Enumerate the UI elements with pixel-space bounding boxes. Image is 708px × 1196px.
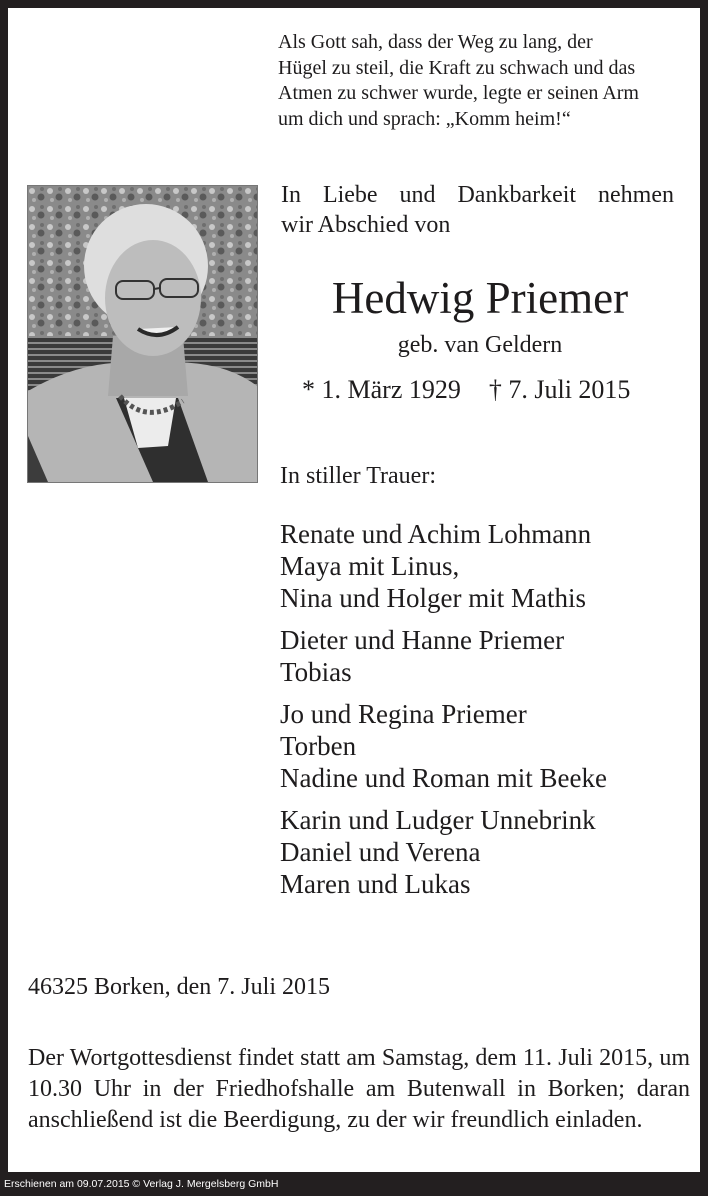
mourner-line: Daniel und Verena	[280, 837, 481, 867]
mourning-label: In stiller Trauer:	[280, 463, 436, 489]
portrait-image	[28, 186, 257, 482]
birth-name: geb. van Geldern	[397, 332, 563, 358]
family-group	[280, 698, 690, 794]
service-info: Der Wortgottesdienst findet statt am Samstag, dem 11. Juli 2015, um 10.30 Uhr in der Friedhofshalle am Butenwall in Borken; daran anschließend ist die Beerdigung, zu der wir freundlich einladen.	[28, 1045, 690, 1133]
mourner-line: Tobias	[280, 657, 352, 687]
family-group	[280, 804, 690, 900]
birth-date: * 1. März 1929	[302, 375, 461, 404]
mourner-line: Maya mit Linus,	[280, 551, 460, 581]
mourner-line: Dieter und Hanne Priemer	[280, 625, 565, 655]
mourner-line: Renate und Achim Lohmann	[280, 519, 592, 549]
life-dates	[302, 374, 702, 406]
mourner-line: Torben	[280, 731, 357, 761]
mourner-line: Nadine und Roman mit Beeke	[280, 763, 607, 793]
verse-line: um dich und sprach: „Komm heim!“	[278, 107, 571, 130]
intro-line: wir Abschied von	[281, 212, 451, 238]
deceased-name: Hedwig Priemer	[331, 273, 629, 323]
mourner-line: Karin und Ludger Unnebrink	[280, 805, 596, 835]
mourner-line: Jo und Regina Priemer	[280, 699, 527, 729]
family-group	[280, 518, 690, 614]
place-date: 46325 Borken, den 7. Juli 2015	[28, 974, 330, 1000]
mourners-list	[280, 518, 690, 910]
obituary-card	[8, 8, 700, 1172]
mourner-line: Nina und Holger mit Mathis	[280, 583, 586, 613]
verse-line: Hügel zu steil, die Kraft zu schwach und das	[278, 56, 636, 79]
verse	[278, 30, 698, 132]
death-date: † 7. Juli 2015	[488, 375, 631, 404]
publication-note: Erschienen am 09.07.2015 © Verlag J. Mergelsberg GmbH	[4, 1178, 279, 1190]
intro-line: In Liebe und Dankbarkeit nehmen	[281, 182, 674, 208]
mourner-line: Maren und Lukas	[280, 869, 471, 899]
family-group	[280, 624, 690, 688]
verse-line: Als Gott sah, dass der Weg zu lang, der	[278, 31, 593, 53]
verse-line: Atmen zu schwer wurde, legte er seinen Arm	[278, 82, 639, 104]
intro-text	[281, 180, 674, 240]
portrait-photo	[27, 185, 258, 483]
